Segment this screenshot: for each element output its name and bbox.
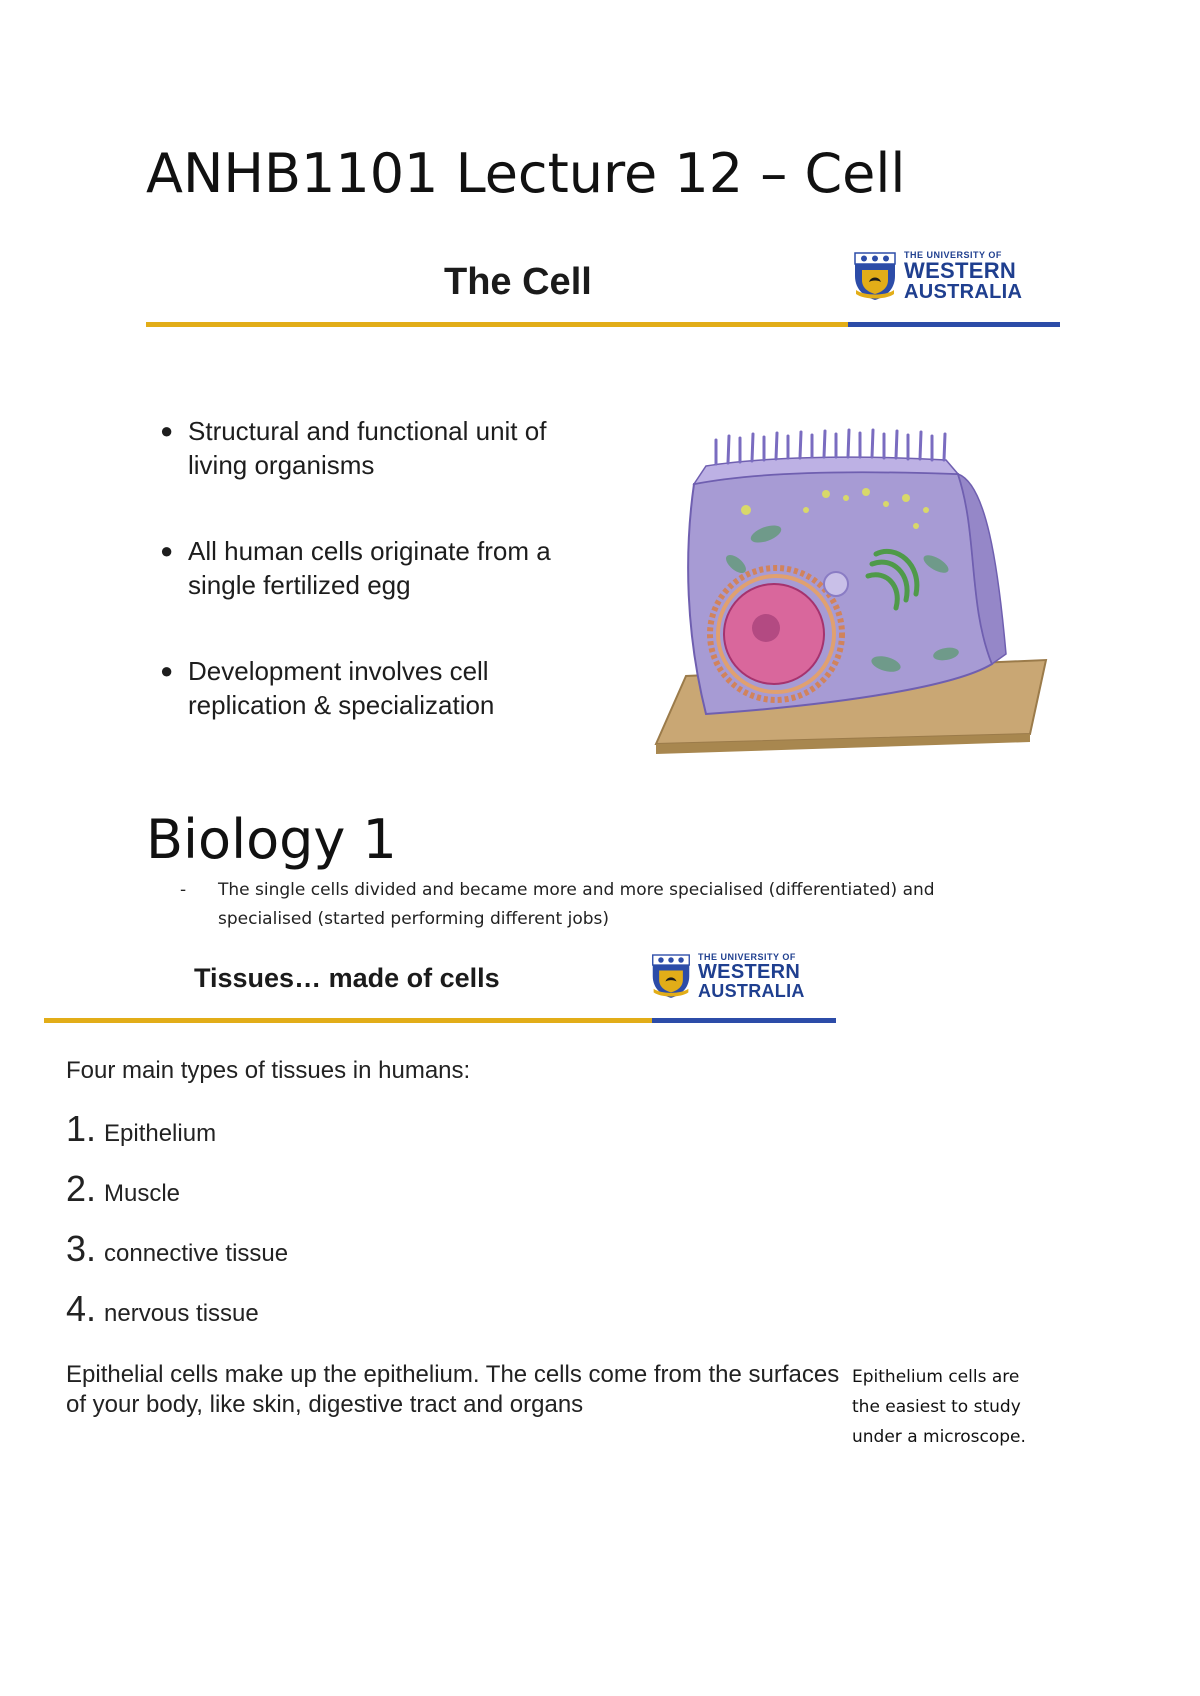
bullet-dot-icon: ● bbox=[160, 658, 174, 683]
uwa-logo-line3: AUSTRALIA bbox=[904, 280, 1023, 303]
uwa-logo-line1: THE UNIVERSITY OF bbox=[904, 249, 1002, 260]
cell-illustration bbox=[646, 414, 1060, 774]
tissue-list-item: 2. Muscle bbox=[66, 1168, 181, 1209]
tissues-intro: Four main types of tissues in humans: bbox=[66, 1057, 471, 1084]
uwa-logo-line3: AUSTRALIA bbox=[698, 980, 805, 1001]
note-text: The single cells divided and became more and more specialised (differentiated) and specialised (started performing different jobs) bbox=[218, 880, 935, 929]
header-bar-gold bbox=[44, 1018, 652, 1023]
tissue-list-item: 3. connective tissue bbox=[66, 1228, 289, 1269]
bullet-item: ● Structural and functional unit of living organisms bbox=[160, 416, 547, 480]
side-note: Epithelium cells are the easiest to study under a microscope. bbox=[852, 1367, 1026, 1447]
slide-header-bar bbox=[44, 1018, 836, 1023]
bullet-item: ● All human cells originate from a single fertilized egg bbox=[160, 536, 551, 600]
uwa-logo-line1: THE UNIVERSITY OF bbox=[698, 951, 796, 962]
bullet-dot-icon: ● bbox=[160, 538, 174, 563]
note-dash: - bbox=[180, 880, 187, 900]
section-heading: Biology 1 bbox=[146, 808, 397, 871]
slide-title: Tissues… made of cells bbox=[194, 963, 500, 993]
tissue-list-item: 4. nervous tissue bbox=[66, 1288, 259, 1329]
page-title: ANHB1101 Lecture 12 – Cell bbox=[146, 142, 906, 205]
uwa-crest-icon bbox=[852, 250, 898, 302]
header-bar-blue bbox=[848, 322, 1060, 327]
header-bar-blue bbox=[652, 1018, 836, 1023]
bullet-dot-icon: ● bbox=[160, 418, 174, 443]
bullet-item: ● Development involves cell replication & specialization bbox=[160, 656, 495, 720]
slide-header-bar bbox=[146, 322, 1060, 327]
tissue-list-item: 1. Epithelium bbox=[66, 1108, 217, 1149]
uwa-logo-line2: WESTERN bbox=[698, 960, 801, 983]
slide-the-cell bbox=[146, 244, 1060, 774]
uwa-logo bbox=[852, 250, 1022, 302]
uwa-crest-icon bbox=[650, 952, 692, 1000]
slide-title: The Cell bbox=[444, 261, 592, 303]
epithelium-paragraph: Epithelial cells make up the epithelium. The cells come from the surfaces of your body, like skin, digestive tract and organs bbox=[66, 1361, 840, 1418]
header-bar-gold bbox=[146, 322, 848, 327]
uwa-logo-line2: WESTERN bbox=[904, 257, 1017, 283]
uwa-logo bbox=[650, 952, 805, 1000]
